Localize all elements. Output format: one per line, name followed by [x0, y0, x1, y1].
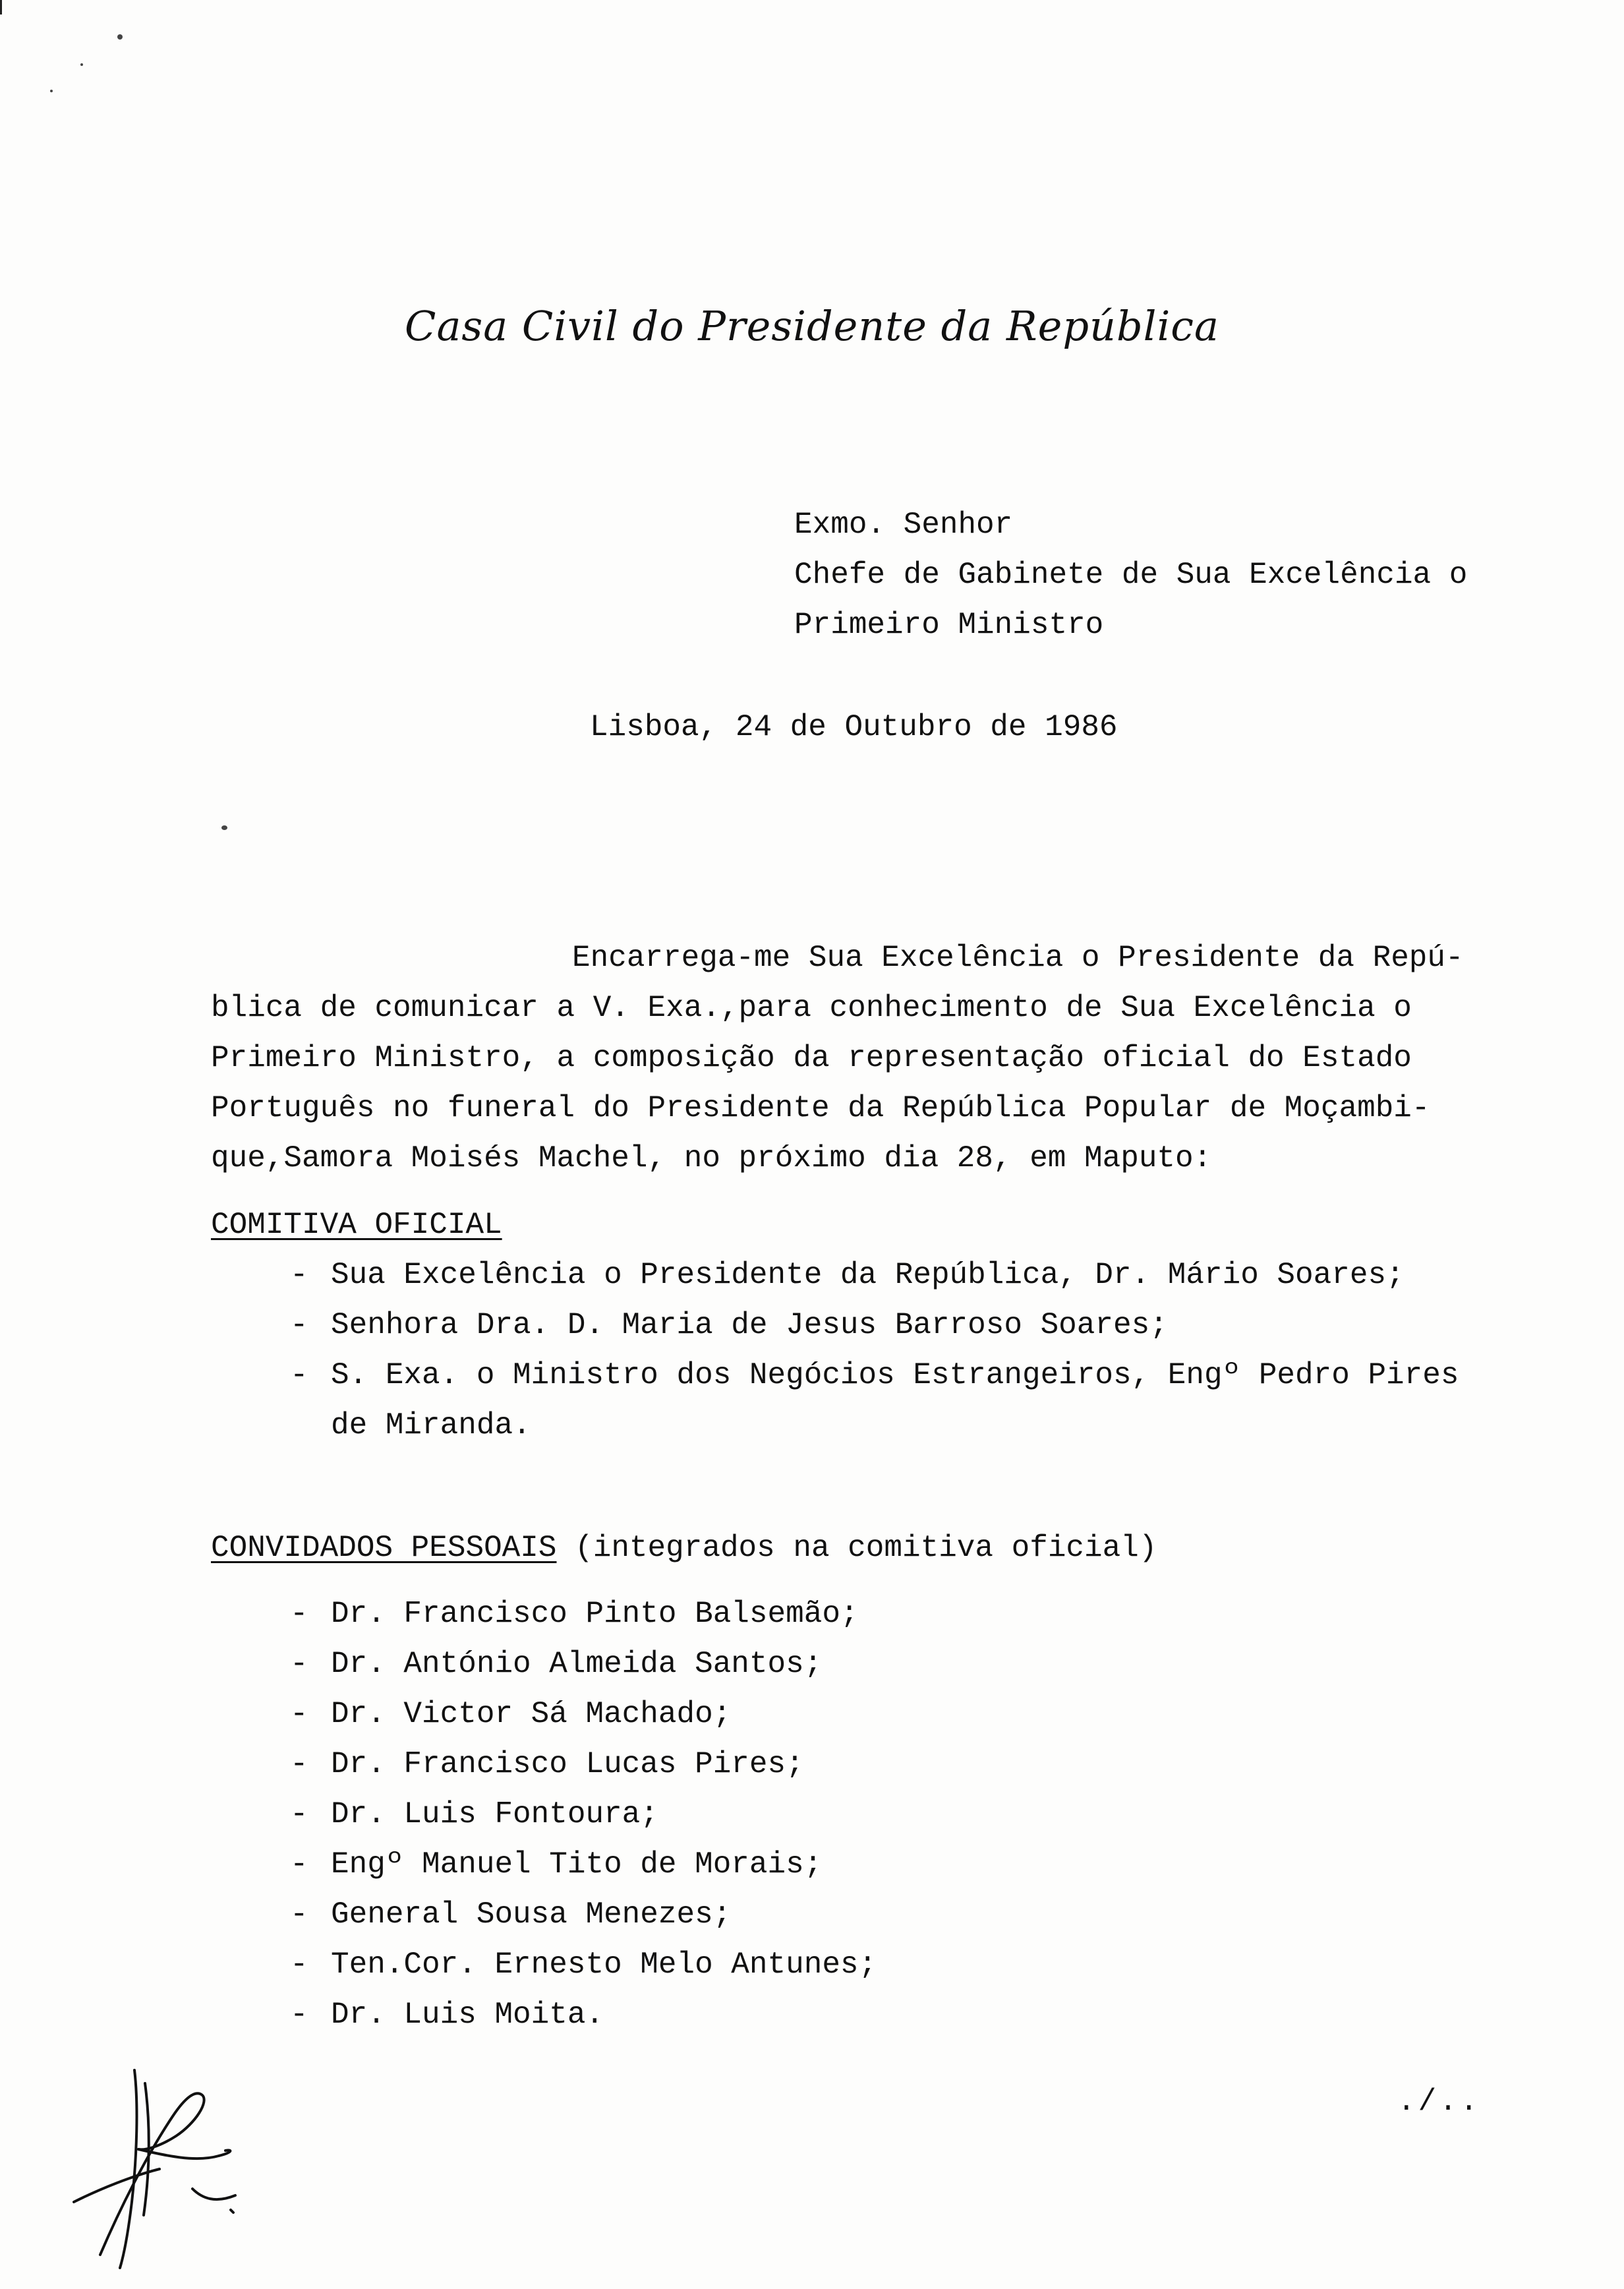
addressee-line: Chefe de Gabinete de Sua Excelência o: [794, 558, 1468, 592]
list-item: - Ten.Cor. Ernesto Melo Antunes;: [290, 1940, 877, 1990]
list-item: - Dr. Francisco Lucas Pires;: [290, 1739, 877, 1789]
handwritten-signature-icon: [61, 2057, 252, 2274]
list-item: - Engº Manuel Tito de Morais;: [290, 1839, 877, 1889]
comitiva-heading: [211, 1200, 502, 1250]
convidados-heading-note: (integrados na comitiva oficial): [556, 1531, 1157, 1565]
convidados-heading: [211, 1523, 1157, 1573]
list-dash: -: [290, 1258, 308, 1292]
list-dash: -: [290, 1308, 308, 1342]
comitiva-heading-text: COMITIVA OFICIAL: [211, 1208, 502, 1242]
list-dash: -: [290, 1998, 308, 2032]
addressee-line: Exmo. Senhor: [794, 508, 1013, 542]
addressee-line: Primeiro Ministro: [794, 608, 1104, 642]
list-item: - Sua Excelência o Presidente da República, Dr. Mário Soares;: [290, 1250, 1459, 1300]
comitiva-list: [290, 1250, 1459, 1450]
scan-speck: [50, 90, 53, 92]
body-line: que,Samora Moisés Machel, no próximo dia 28, em Maputo:: [211, 1141, 1212, 1175]
list-item: - Dr. Francisco Pinto Balsemão;: [290, 1589, 877, 1639]
list-dash: -: [290, 1897, 308, 1932]
scan-edge-mark: [0, 0, 2, 15]
scan-speck: [117, 34, 123, 40]
convidados-heading-text: CONVIDADOS PESSOAIS: [211, 1531, 557, 1565]
addressee-block: [794, 500, 1467, 650]
list-dash: -: [290, 1697, 308, 1731]
list-dash: -: [290, 1947, 308, 1982]
letterhead: Casa Civil do Presidente da República: [405, 302, 1219, 350]
continuation-mark: ./..: [1397, 2085, 1481, 2119]
letter-date: Lisboa, 24 de Outubro de 1986: [590, 710, 1118, 744]
list-item: - Dr. Luis Fontoura;: [290, 1789, 877, 1839]
list-dash: -: [290, 1647, 308, 1681]
body-paragraph: [211, 933, 1555, 1183]
list-item: - Dr. Luis Moita.: [290, 1990, 877, 2040]
scan-speck: [80, 63, 83, 66]
list-dash: -: [290, 1847, 308, 1882]
list-item: - General Sousa Menezes;: [290, 1889, 877, 1940]
list-item: - S. Exa. o Ministro dos Negócios Estrangeiros, Engº Pedro Pires: [290, 1350, 1459, 1400]
list-dash: -: [290, 1797, 308, 1831]
body-line: Primeiro Ministro, a composição da representação oficial do Estado: [211, 1041, 1412, 1075]
list-dash: -: [290, 1358, 308, 1392]
list-dash: -: [290, 1597, 308, 1631]
list-item: - Dr. Victor Sá Machado;: [290, 1689, 877, 1739]
list-dash: -: [290, 1747, 308, 1781]
convidados-list: [290, 1589, 877, 2040]
body-line: Encarrega-me Sua Excelência o Presidente da Repú-: [572, 941, 1464, 975]
scan-speck: [221, 825, 227, 830]
body-line: Português no funeral do Presidente da República Popular de Moçambi-: [211, 1091, 1430, 1125]
list-item-continuation: de Miranda.: [331, 1408, 531, 1442]
list-item: - Dr. António Almeida Santos;: [290, 1639, 877, 1689]
body-line: blica de comunicar a V. Exa.,para conhecimento de Sua Excelência o: [211, 991, 1412, 1025]
list-item: - Senhora Dra. D. Maria de Jesus Barroso Soares;: [290, 1300, 1459, 1350]
